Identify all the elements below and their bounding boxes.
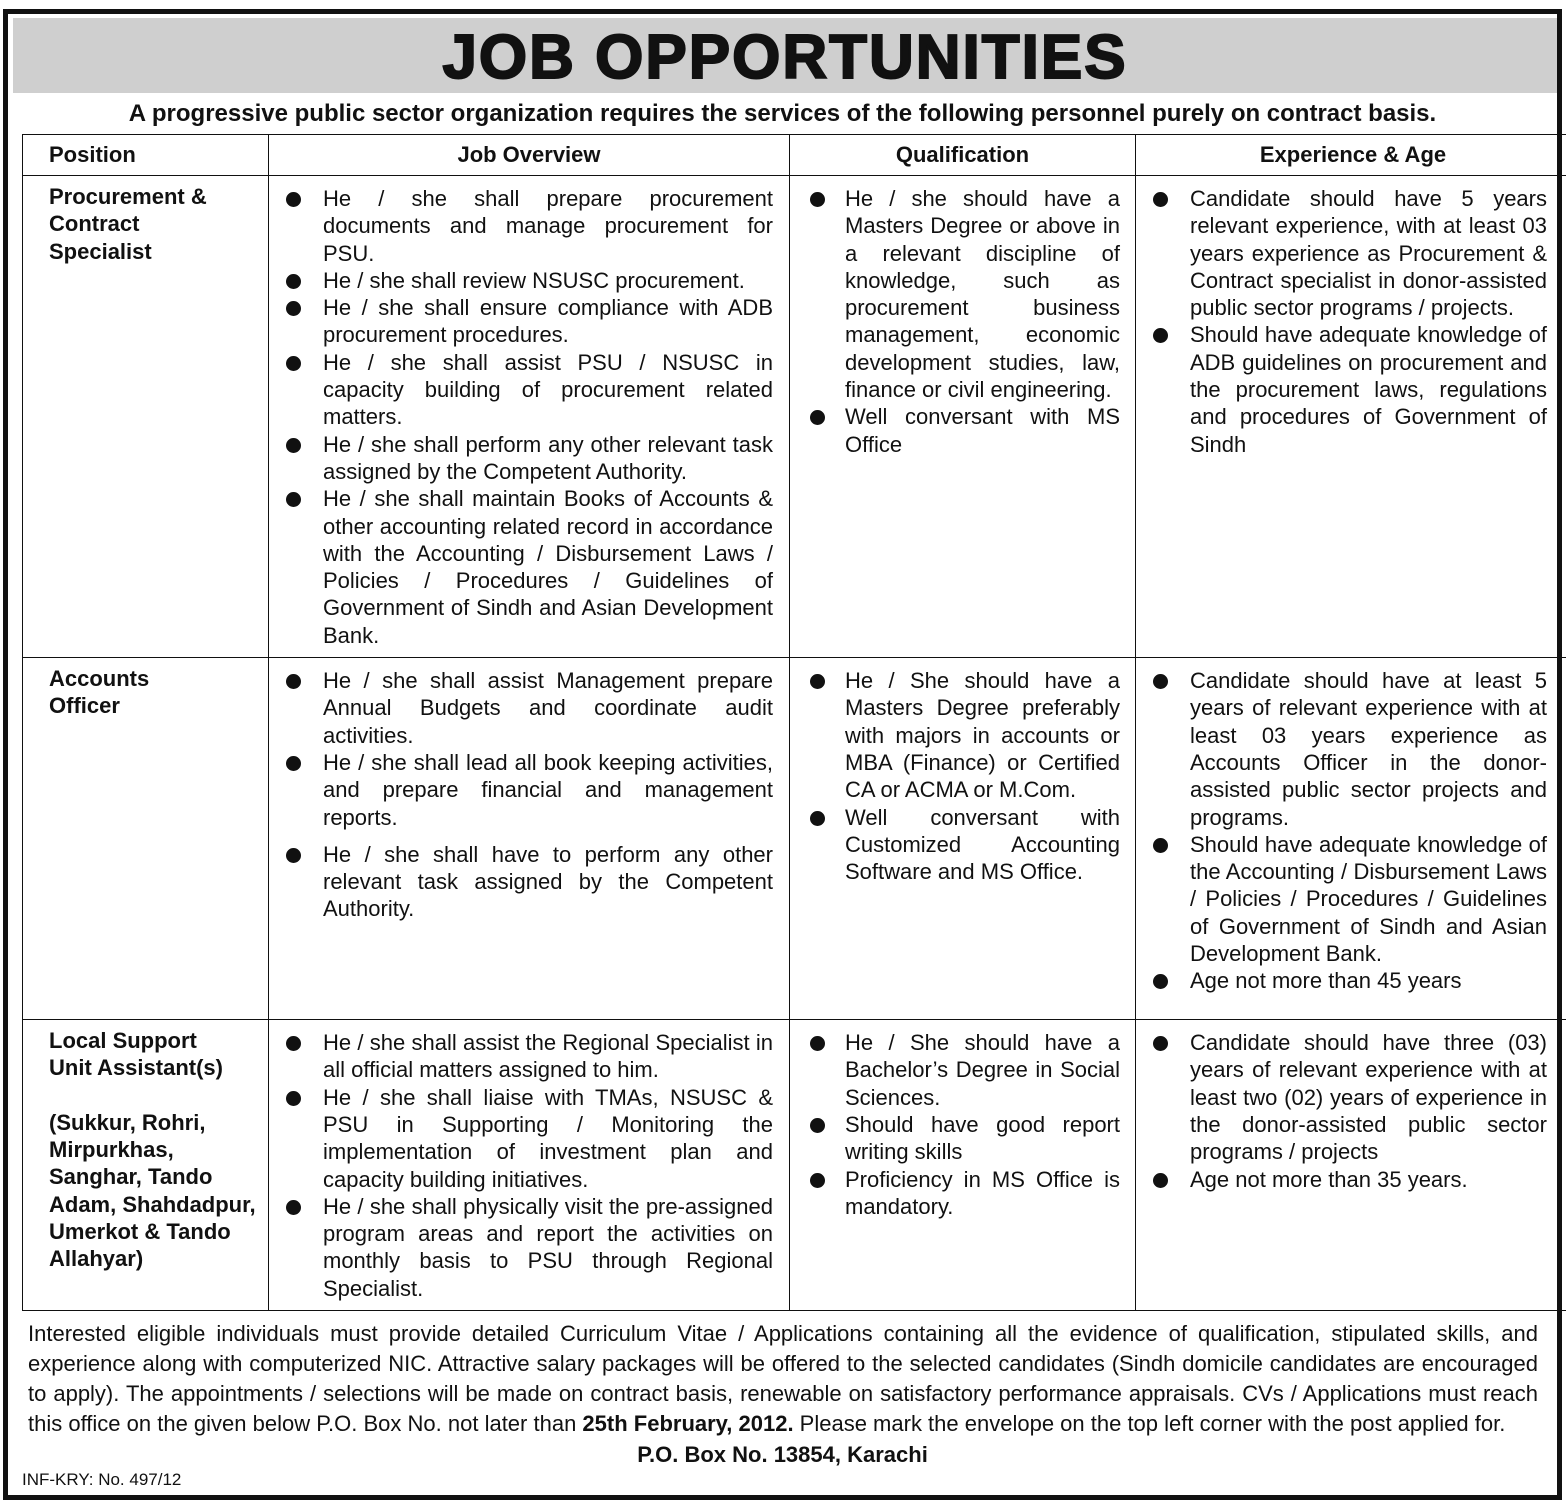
position-title-line: Officer [49, 692, 268, 719]
bullet-icon [286, 492, 301, 507]
overview-item [269, 667, 789, 749]
instructions-text: Interested eligible individuals must provide detailed Curriculum Vitae / Applications containing all the evidence of qualification, stipulated skills, and experience along with computerized NIC. Attractive salary packages will be offered to the selected candidates (Sindh domicile candidates are encouraged to apply). The appointments / selections will be made on contract basis, renewable on satisfactory performance appraisals. CVs / Applications must reach this office on the given below P.O. Box No. not later than [28, 1321, 1538, 1436]
table-row [23, 1020, 1566, 1311]
overview-item [269, 1029, 789, 1084]
title-band [13, 18, 1557, 93]
bullet-icon [810, 811, 825, 826]
bullet-icon [810, 192, 825, 207]
subtitle: A progressive public sector organization requires the services of the following personnel purely on contract basis. [28, 99, 1537, 129]
application-instructions [28, 1319, 1538, 1439]
bullet-icon [286, 1036, 301, 1051]
overview-text: He / she shall maintain Books of Accounts & other accounting related record in accordance with the Accounting / Disbursement Laws / Policies / Procedures / Guidelines of Government of Sindh and Asian Development Bank. [323, 486, 773, 647]
overview-item [269, 1084, 789, 1193]
experience-cell [1136, 176, 1566, 658]
qualification-cell [790, 176, 1136, 658]
qualification-item [790, 667, 1135, 803]
overview-text: He / she shall assist the Regional Specialist in all official matters assigned to him. [323, 1030, 773, 1082]
bullet-icon [1153, 1173, 1168, 1188]
experience-item [1136, 1166, 1566, 1193]
bullet-icon [810, 674, 825, 689]
experience-text: Candidate should have 5 years relevant experience, with at least 03 years experience as Procurement & Contract specialist in donor-assisted public sector programs / projects. [1190, 186, 1547, 320]
qualification-cell [790, 1020, 1136, 1311]
experience-text: Age not more than 35 years. [1190, 1167, 1468, 1192]
position-title-line: Specialist [49, 238, 268, 265]
qualification-item [790, 403, 1135, 458]
table-row [23, 176, 1566, 658]
experience-item [1136, 831, 1566, 967]
qualification-text: Proficiency in MS Office is mandatory. [845, 1167, 1120, 1219]
overview-cell [269, 658, 790, 1020]
position-cell [23, 1020, 269, 1311]
qualification-item [790, 1166, 1135, 1221]
overview-text: He / she shall assist Management prepare Annual Budgets and coordinate audit activities. [323, 668, 773, 748]
experience-list [1136, 1020, 1566, 1201]
bullet-icon [810, 1118, 825, 1133]
bullet-icon [286, 1091, 301, 1106]
table-header-row [23, 135, 1566, 176]
bullet-icon [286, 274, 301, 289]
bullet-icon [1153, 1036, 1168, 1051]
experience-item [1136, 321, 1566, 457]
reference-number: INF-KRY: No. 497/12 [22, 1469, 1557, 1491]
overview-list [269, 658, 789, 931]
overview-text: He / she shall have to perform any other relevant task assigned by the Competent Authority. [323, 842, 773, 922]
position-title-line: Unit Assistant(s) [49, 1054, 268, 1081]
bullet-icon [286, 848, 301, 863]
bullet-icon [1153, 192, 1168, 207]
qualification-cell [790, 658, 1136, 1020]
position-cell [23, 176, 269, 658]
position-title [23, 1020, 268, 1082]
position-title-line: Local Support [49, 1027, 268, 1054]
overview-cell [269, 176, 790, 658]
bullet-icon [286, 438, 301, 453]
overview-text: He / she shall ensure compliance with ADB procurement procedures. [323, 295, 773, 347]
table-row [23, 658, 1566, 1020]
qualification-text: He / She should have a Masters Degree preferably with majors in accounts or MBA (Finance) or Certified CA or ACMA or M.Com. [845, 668, 1120, 802]
experience-text: Should have adequate knowledge of the Accounting / Disbursement Laws / Policies / Procedures / Guidelines of Government of Sindh and Asian Development Bank. [1190, 832, 1547, 966]
bullet-icon [810, 1173, 825, 1188]
header-qualification: Qualification [790, 135, 1136, 176]
experience-text: Age not more than 45 years [1190, 968, 1462, 993]
position-title [23, 176, 268, 265]
bullet-icon [1153, 674, 1168, 689]
experience-text: Candidate should have at least 5 years of relevant experience with at least 03 years experience as Accounts Officer in the donor-assisted public sector projects and programs. [1190, 668, 1547, 829]
bullet-icon [810, 410, 825, 425]
overview-item [269, 841, 789, 923]
overview-text: He / she shall assist PSU / NSUSC in capacity building of procurement related matters. [323, 350, 773, 430]
overview-item [269, 431, 789, 486]
position-title-line: Procurement & [49, 183, 268, 210]
experience-item [1136, 1029, 1566, 1165]
qualification-item [790, 804, 1135, 886]
overview-cell [269, 1020, 790, 1311]
experience-item [1136, 967, 1566, 994]
experience-list [1136, 176, 1566, 466]
overview-text: He / she shall review NSUSC procurement. [323, 268, 745, 293]
position-title-line: Contract [49, 210, 268, 237]
qualification-text: Should have good report writing skills [845, 1112, 1120, 1164]
overview-item [269, 1193, 789, 1302]
overview-item [269, 185, 789, 267]
qualification-text: Well conversant with Customized Accounting Software and MS Office. [845, 805, 1120, 885]
page-title: JOB OPPORTUNITIES [13, 23, 1557, 93]
qualification-list [790, 176, 1135, 466]
deadline: 25th February, 2012. [582, 1411, 793, 1436]
overview-text: He / she shall lead all book keeping activities, and prepare financial and management reports. [323, 750, 773, 830]
overview-item [269, 349, 789, 431]
bullet-icon [286, 192, 301, 207]
bullet-icon [810, 1036, 825, 1051]
experience-text: Should have adequate knowledge of ADB guidelines on procurement and the procurement laws, regulations and procedures of Government of Sindh [1190, 322, 1547, 456]
position-title-line: Accounts [49, 665, 268, 692]
position-cell [23, 658, 269, 1020]
bullet-icon [286, 301, 301, 316]
overview-text: He / she shall prepare procurement documents and manage procurement for PSU. [323, 186, 773, 266]
qualification-item [790, 1029, 1135, 1111]
qualification-list [790, 658, 1135, 893]
bullet-icon [286, 356, 301, 371]
bullet-icon [1153, 328, 1168, 343]
experience-cell [1136, 658, 1566, 1020]
experience-item [1136, 185, 1566, 321]
overview-text: He / she shall perform any other relevant task assigned by the Competent Authority. [323, 432, 773, 484]
overview-item [269, 267, 789, 294]
experience-cell [1136, 1020, 1566, 1311]
experience-item [1136, 667, 1566, 831]
qualification-item [790, 185, 1135, 403]
qualification-text: He / She should have a Bachelor’s Degree in Social Sciences. [845, 1030, 1120, 1110]
header-job-overview: Job Overview [269, 135, 790, 176]
position-title [23, 658, 268, 720]
bullet-icon [286, 1200, 301, 1215]
jobs-table [22, 134, 1566, 1311]
bullet-icon [1153, 974, 1168, 989]
overview-item [269, 485, 789, 649]
bullet-icon [1153, 838, 1168, 853]
qualification-text: He / she should have a Masters Degree or above in a relevant discipline of knowledge, such as procurement business management, economic development studies, law, finance or civil engineering. [845, 186, 1120, 402]
instructions-text-end: Please mark the envelope on the top left corner with the post applied for. [794, 1411, 1506, 1436]
experience-list [1136, 658, 1566, 1003]
qualification-item [790, 1111, 1135, 1166]
po-box-address: P.O. Box No. 13854, Karachi [8, 1441, 1557, 1469]
overview-list [269, 1020, 789, 1310]
bullet-icon [286, 756, 301, 771]
overview-text: He / she shall liaise with TMAs, NSUSC & PSU in Supporting / Monitoring the implementation of investment plan and capacity building initiatives. [323, 1085, 773, 1192]
experience-text: Candidate should have three (03) years of relevant experience with at least two (02) years of experience in the donor-assisted public sector programs / projects [1190, 1030, 1547, 1164]
overview-item [269, 294, 789, 349]
qualification-list [790, 1020, 1135, 1228]
advertisement-frame [3, 9, 1562, 1500]
qualification-text: Well conversant with MS Office [845, 404, 1120, 456]
bullet-icon [286, 674, 301, 689]
header-position: Position [23, 135, 269, 176]
header-experience-age: Experience & Age [1136, 135, 1566, 176]
overview-list [269, 176, 789, 657]
overview-text: He / she shall physically visit the pre-assigned program areas and report the activities on monthly basis to PSU through Regional Specialist. [323, 1194, 773, 1301]
overview-item [269, 749, 789, 831]
position-locations: (Sukkur, Rohri, Mirpurkhas, Sanghar, Tando Adam, Shahdadpur, Umerkot & Tando Allahyar) [23, 1082, 268, 1281]
